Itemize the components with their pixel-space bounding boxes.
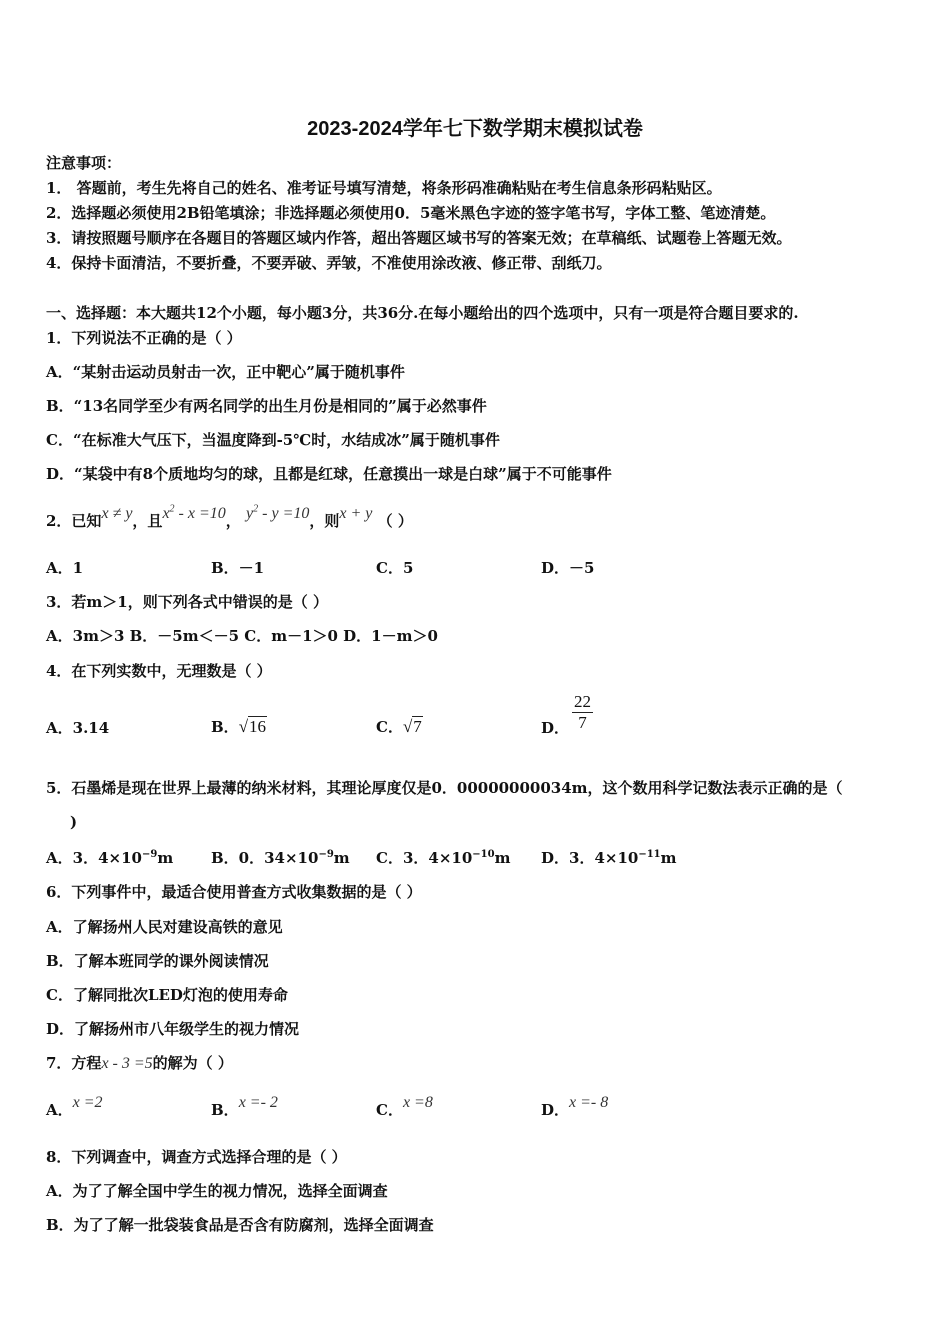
question-2-option-d: D．－5 [541, 559, 595, 577]
question-4-stem: 4．在下列实数中，无理数是（ ） [46, 662, 272, 680]
question-4-option-a: A．3.14 [46, 719, 110, 737]
radicand: 16 [249, 717, 267, 736]
math-base: y [246, 505, 254, 522]
radicand: 7 [413, 717, 422, 736]
math-base: x [162, 505, 170, 522]
option-text: B．0．34×10 [211, 849, 319, 867]
question-7-option-d [541, 1094, 609, 1120]
exponent: −11 [638, 849, 661, 860]
math-exponent: 2 [169, 503, 175, 515]
exponent: −9 [141, 849, 158, 860]
math-expression: x =- 8 [569, 1094, 609, 1111]
numerator: 22 [574, 692, 591, 711]
question-4-option-b [211, 716, 267, 737]
question-5-option-d [541, 847, 677, 868]
sqrt-expression: √7 [402, 717, 422, 736]
question-8-option-b: B．为了了解一批袋装食品是否含有防腐剂，选择全面调查 [46, 1216, 434, 1234]
option-text: A．3．4×10 [46, 849, 142, 867]
sqrt-expression: √16 [238, 717, 267, 736]
fraction [572, 692, 593, 733]
option-label: A． [46, 1101, 73, 1119]
q2-text: ，且 [132, 512, 163, 530]
question-6-option-a: A．了解扬州人民对建设高铁的意见 [46, 918, 283, 936]
question-6-option-b: B．了解本班同学的课外阅读情况 [46, 952, 269, 970]
question-4-option-d-label: D． [541, 719, 570, 737]
math-expression: x =- 2 [238, 1094, 278, 1111]
unit: m [157, 849, 174, 867]
question-2-option-b: B．－1 [211, 559, 265, 577]
math-expression: x ≠ y [101, 505, 133, 522]
option-text: D．3．4×10 [541, 849, 639, 867]
question-8-stem: 8．下列调查中，调查方式选择合理的是（ ） [46, 1148, 347, 1166]
question-1-option-b: B．“13名同学至少有两名同学的出生月份是相同的”属于必然事件 [46, 397, 487, 415]
option-label: C． [376, 718, 403, 736]
question-6-stem: 6．下列事件中，最适合使用普查方式收集数据的是（ ） [46, 883, 422, 901]
exponent: −10 [472, 849, 495, 860]
notice-item: 4．保持卡面清洁，不要折叠，不要弄破、弄皱，不准使用涂改液、修正带、刮纸刀。 [46, 254, 612, 272]
question-5-option-c [376, 847, 510, 868]
question-6-option-c: C．了解同批次LED灯泡的使用寿命 [46, 986, 288, 1004]
question-2-stem [46, 503, 413, 531]
math-expression [246, 505, 309, 522]
math-rest: - x =10 [174, 505, 226, 522]
question-6-option-d: D．了解扬州市八年级学生的视力情况 [46, 1020, 300, 1038]
math-expression: x - 3 =5 [101, 1055, 153, 1072]
math-expression [162, 505, 225, 522]
q2-text: 2．已知 [46, 512, 102, 530]
question-5-stem-end: ) [70, 813, 78, 831]
q2-text: ，则 [309, 512, 340, 530]
unit: m [494, 849, 511, 867]
question-5-option-b [211, 847, 350, 868]
question-1-option-c: C．“在标准大气压下，当温度降到-5℃时，水结成冰”属于随机事件 [46, 431, 500, 449]
question-5-option-a [46, 847, 173, 868]
page-title: 2023-2024学年七下数学期末模拟试卷 [307, 118, 643, 140]
question-7-option-a [46, 1094, 103, 1120]
question-4-option-c [376, 716, 423, 737]
q7-text: 7．方程 [46, 1054, 102, 1072]
question-2-option-c: C．5 [376, 559, 414, 577]
math-expression: x =2 [72, 1094, 103, 1111]
question-3-stem: 3．若m＞1，则下列各式中错误的是（ ） [46, 593, 328, 611]
question-3-options: A．3m＞3 B．－5m＜－5 C．m－1＞0 D．1－m＞0 [46, 627, 438, 645]
question-4-option-d-fraction [572, 692, 593, 733]
question-7-option-b [211, 1094, 278, 1120]
option-text: C．3．4×10 [376, 849, 473, 867]
question-2-option-a: A．1 [46, 559, 84, 577]
question-1-option-a: A．“某射击运动员射击一次，正中靶心”属于随机事件 [46, 363, 405, 381]
option-label: B． [211, 1101, 239, 1119]
notice-heading: 注意事项： [46, 154, 122, 172]
question-7-stem [46, 1052, 233, 1073]
question-1-stem: 1．下列说法不正确的是（ ） [46, 329, 242, 347]
exponent: −9 [318, 849, 334, 860]
q2-text: （ ） [377, 512, 413, 530]
option-label: B． [211, 718, 239, 736]
question-1-option-d: D．“某袋中有8个质地均匀的球，且都是红球，任意摸出一球是白球”属于不可能事件 [46, 465, 612, 483]
option-label: D． [541, 1101, 570, 1119]
denominator: 7 [578, 713, 587, 732]
math-expression: x + y [339, 505, 373, 522]
math-expression: x =8 [402, 1094, 433, 1111]
notice-item: 3．请按照题号顺序在各题目的答题区域内作答，超出答题区域书写的答案无效；在草稿纸、试题卷上答题无效。 [46, 229, 792, 247]
option-label: C． [376, 1101, 403, 1119]
section-heading: 一、选择题：本大题共12个小题，每小题3分，共36分.在每小题给出的四个选项中，只有一项是符合题目要求的. [46, 304, 799, 322]
question-8-option-a: A．为了了解全国中学生的视力情况，选择全面调查 [46, 1182, 388, 1200]
notice-item: 1． 答题前，考生先将自己的姓名、准考证号填写清楚，将条形码准确粘贴在考生信息条形码粘贴区。 [46, 179, 722, 197]
question-5-stem: 5．石墨烯是现在世界上最薄的纳米材料，其理论厚度仅是0．00000000034m，这个数用科学记数法表示正确的是（ [46, 779, 843, 797]
q7-text: 的解为（ ） [152, 1054, 233, 1072]
math-rest: - y =10 [258, 505, 310, 522]
unit: m [660, 849, 677, 867]
unit: m [333, 849, 350, 867]
q2-text: ， [225, 512, 241, 530]
math-exponent: 2 [253, 503, 259, 515]
question-7-option-c [376, 1094, 433, 1120]
notice-item: 2．选择题必须使用2B铅笔填涂；非选择题必须使用0．5毫米黑色字迹的签字笔书写，字体工整、笔迹清楚。 [46, 204, 776, 222]
